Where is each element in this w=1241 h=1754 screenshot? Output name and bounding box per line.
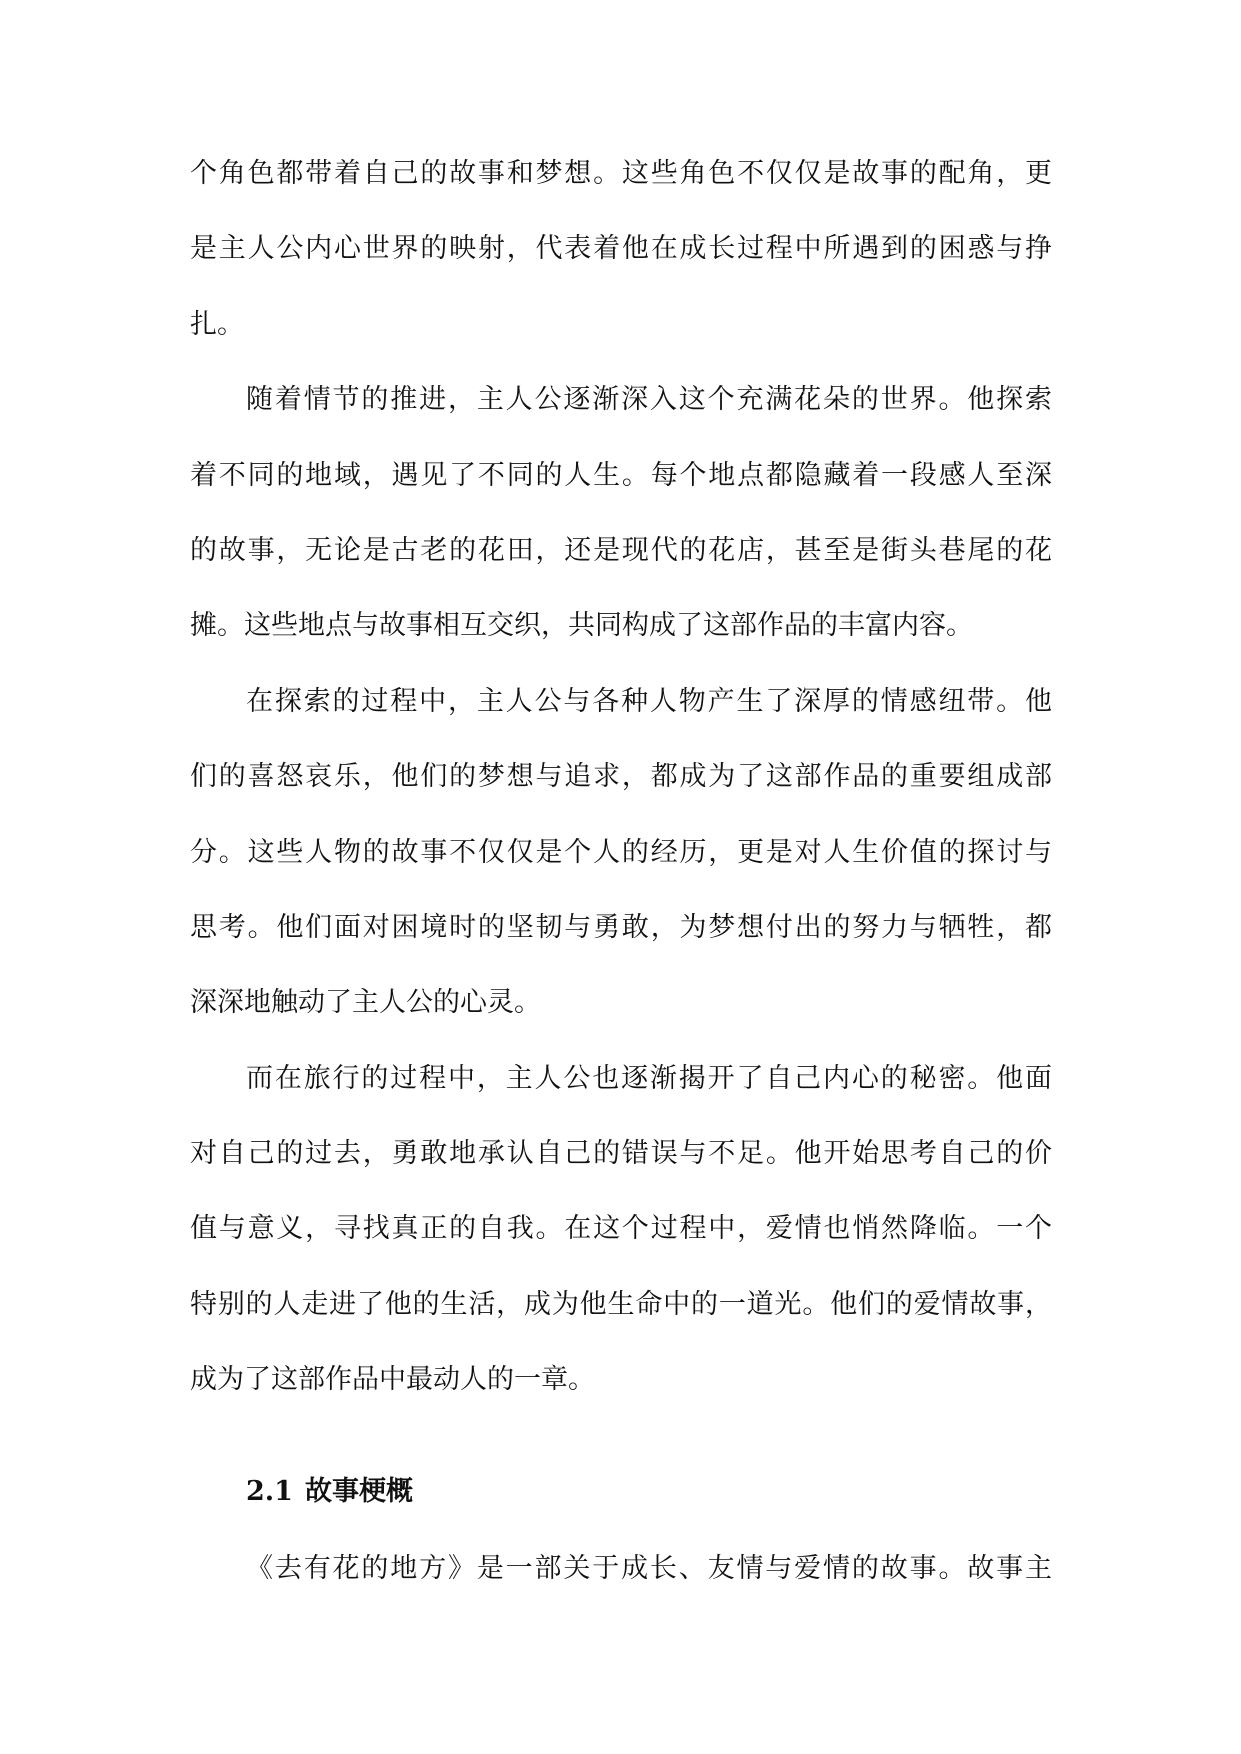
paragraph-line: 着不同的地域，遇见了不同的人生。每个地点都隐藏着一段感人至深	[190, 459, 1052, 491]
paragraph-line: 摊。这些地点与故事相互交织，共同构成了这部作品的丰富内容。	[190, 610, 973, 642]
paragraph-line: 深深地触动了主人公的心灵。	[190, 987, 541, 1019]
paragraph-line: 思考。他们面对困境时的坚韧与勇敢，为梦想付出的努力与牺牲，都	[190, 911, 1052, 943]
paragraph-line: 《去有花的地方》是一部关于成长、友情与爱情的故事。故事主	[246, 1553, 1052, 1584]
paragraph-line: 在探索的过程中，主人公与各种人物产生了深厚的情感纽带。他	[246, 685, 1052, 717]
paragraph-line: 值与意义，寻找真正的自我。在这个过程中，爱情也悄然降临。一个	[190, 1213, 1052, 1245]
paragraph-line: 而在旅行的过程中，主人公也逐渐揭开了自己内心的秘密。他面	[246, 1062, 1052, 1094]
paragraph-line: 分。这些人物的故事不仅仅是个人的经历，更是对人生价值的探讨与	[190, 836, 1052, 868]
section-body-text	[190, 1531, 1052, 1606]
paragraph-line: 的故事，无论是古老的花田，还是现代的花店，甚至是街头巷尾的花	[190, 534, 1052, 566]
paragraph-line: 扎。	[190, 308, 244, 340]
body-text	[190, 136, 1052, 1418]
paragraph-line: 对自己的过去，勇敢地承认自己的错误与不足。他开始思考自己的价	[190, 1138, 1052, 1170]
paragraph-line: 成为了这部作品中最动人的一章。	[190, 1364, 595, 1396]
section-number: 2.1	[246, 1476, 293, 1507]
paragraph-line: 个角色都带着自己的故事和梦想。这些角色不仅仅是故事的配角，更	[190, 158, 1052, 189]
paragraph-line: 们的喜怒哀乐，他们的梦想与追求，都成为了这部作品的重要组成部	[190, 761, 1052, 793]
section-title: 故事梗概	[304, 1476, 413, 1507]
paragraph-line: 是主人公内心世界的映射，代表着他在成长过程中所遇到的困惑与挣	[190, 233, 1052, 265]
paragraph-line: 随着情节的推进，主人公逐渐深入这个充满花朵的世界。他探索	[246, 384, 1052, 416]
section-heading	[246, 1472, 413, 1512]
paragraph-line: 特别的人走进了他的生活，成为他生命中的一道光。他们的爱情故事，	[190, 1288, 1052, 1320]
